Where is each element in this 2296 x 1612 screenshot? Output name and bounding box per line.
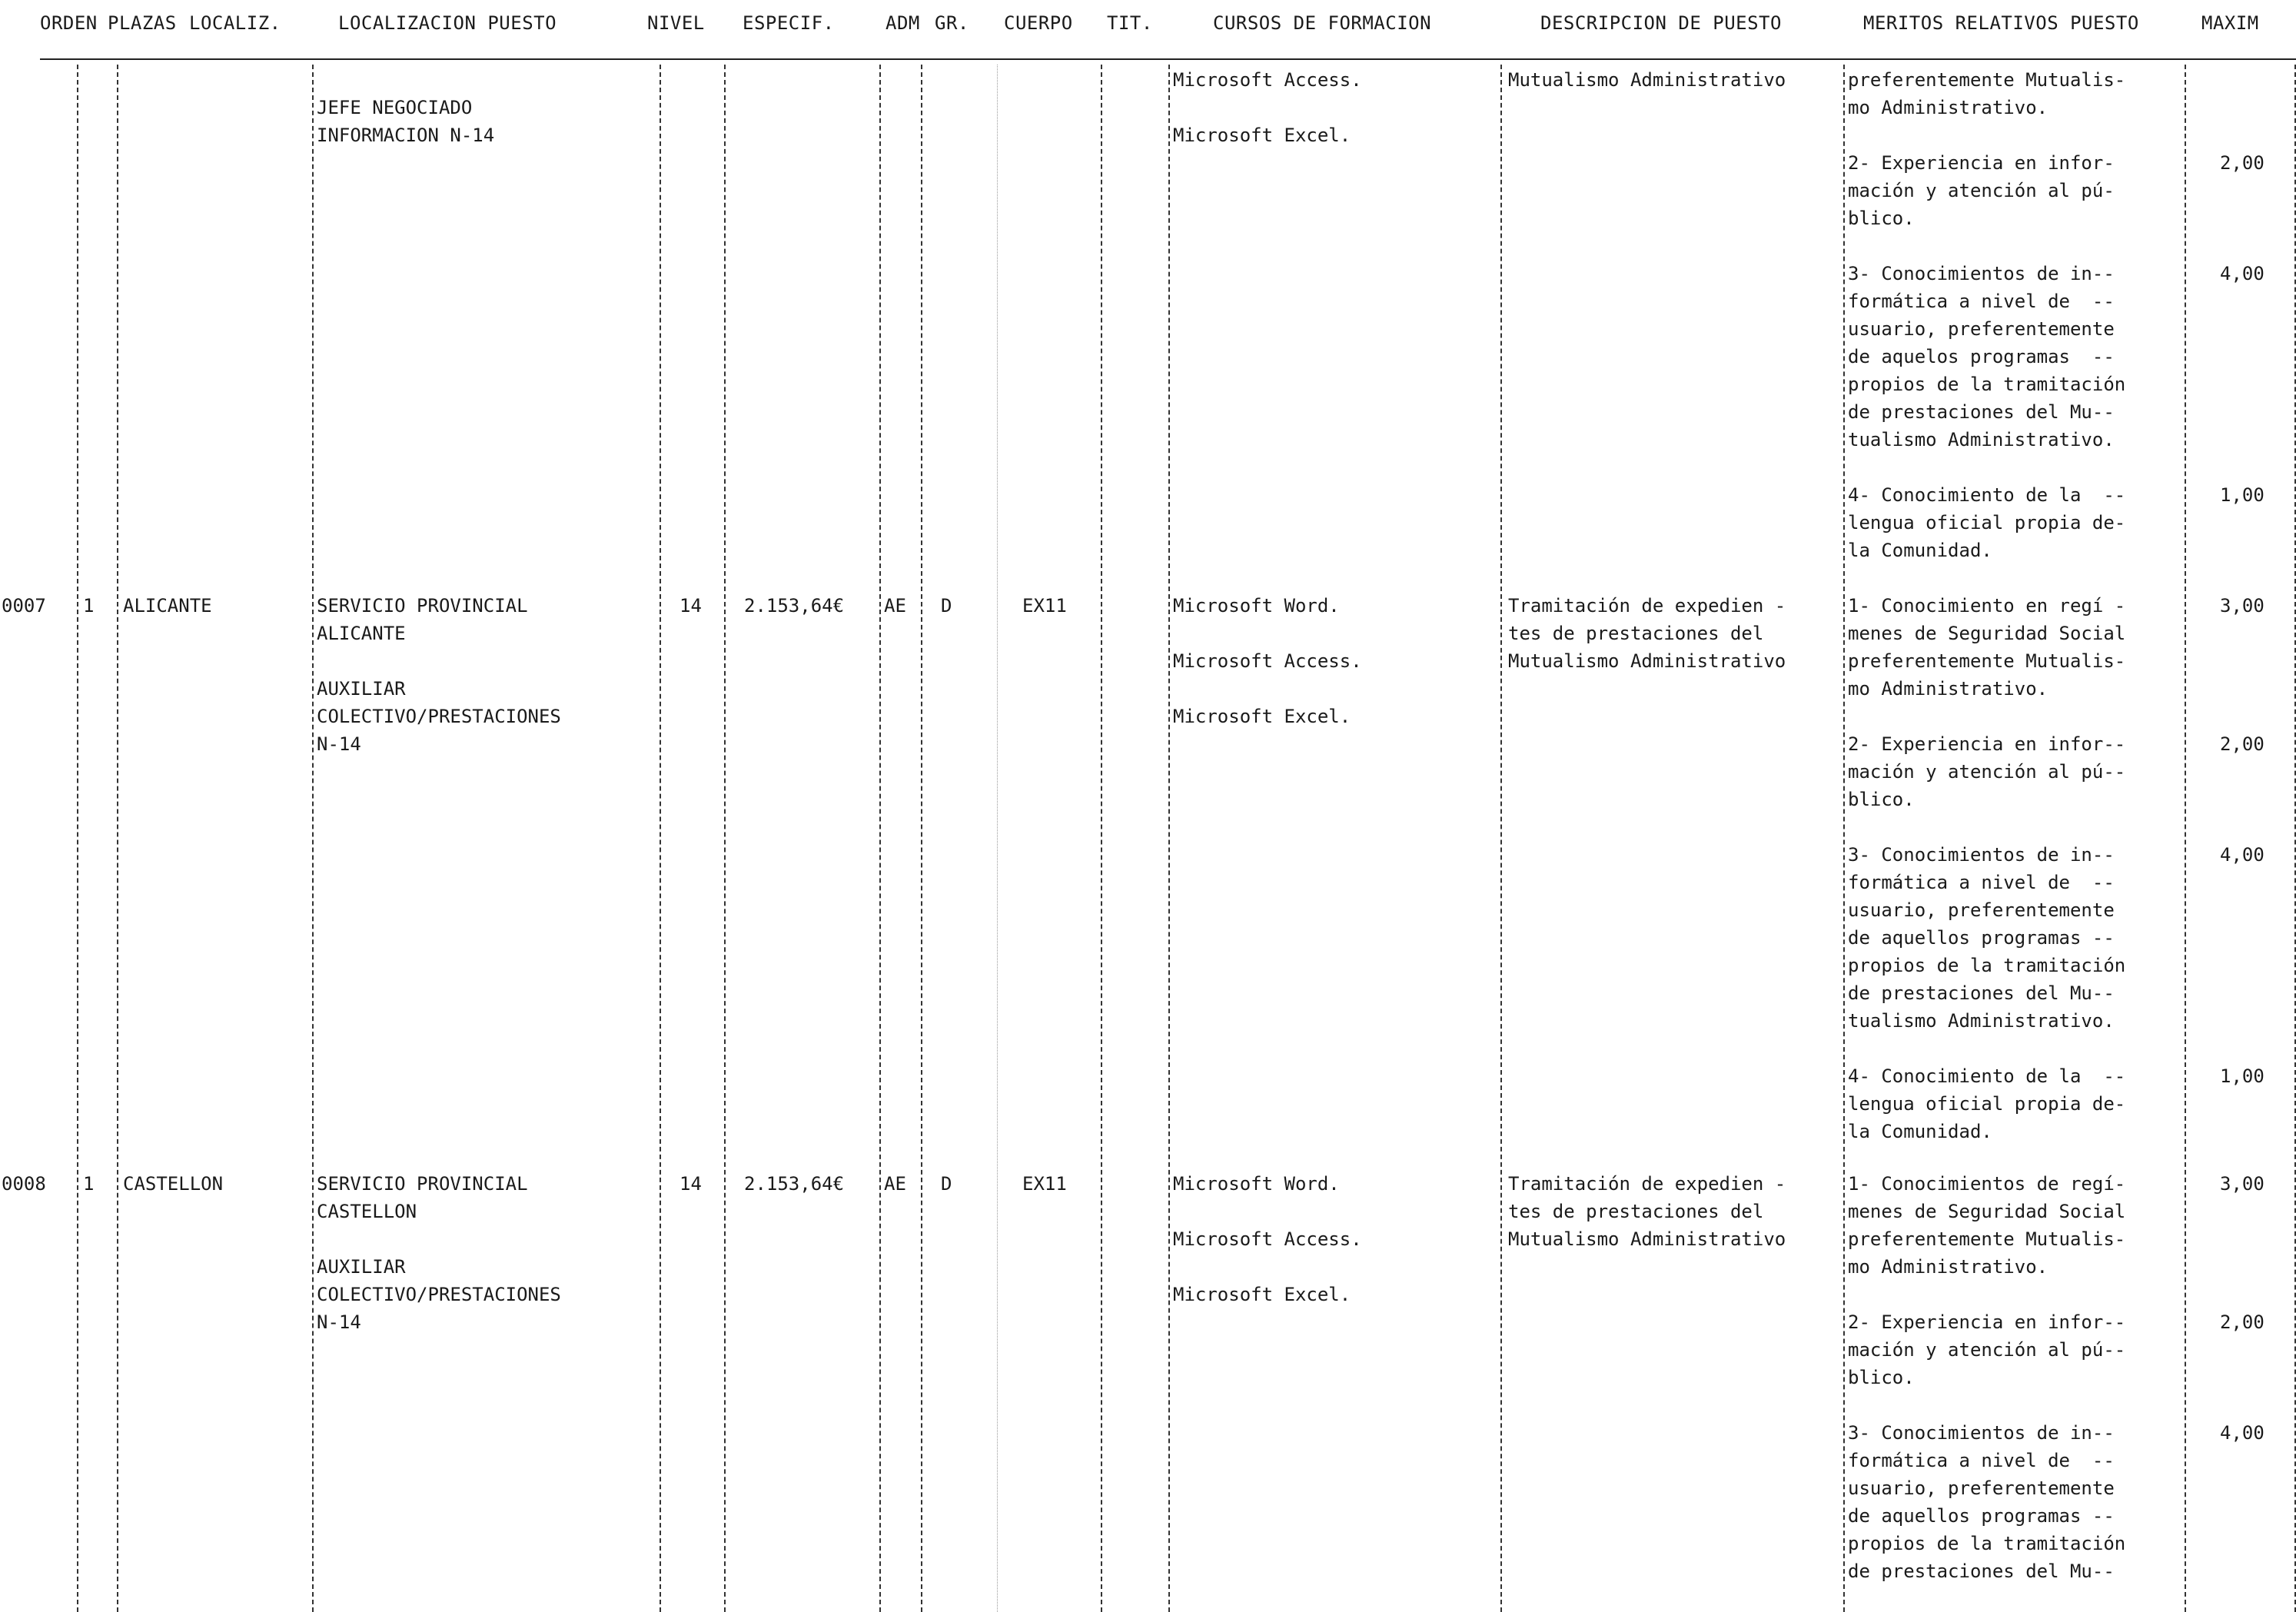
merito-block — [1848, 1308, 2125, 1391]
header-plazas: PLAZAS — [108, 12, 177, 34]
merito-line: lengua oficial propia de- — [1848, 1093, 2126, 1115]
curso-line: Microsoft Excel. — [1173, 125, 1351, 146]
merito-line: usuario, preferentemente — [1848, 318, 2115, 340]
continuation-puesto — [317, 94, 494, 149]
merito-block — [1848, 730, 2125, 813]
continuation-cursos — [1173, 66, 1362, 149]
merito-block — [1848, 841, 2125, 1035]
curso-line: Microsoft Access. — [1173, 650, 1362, 672]
merito-line: 1- Conocimiento en regí - — [1848, 595, 2126, 617]
especif-cell: 2.153,64€ — [744, 1173, 845, 1195]
column-separator — [1101, 65, 1102, 1612]
puesto-cell — [317, 592, 561, 758]
header-descripcion: DESCRIPCION DE PUESTO — [1540, 12, 1782, 34]
merito-max: 1,00 — [2220, 1065, 2264, 1087]
header-orden: ORDEN — [40, 12, 98, 34]
puesto-line: SERVICIO PROVINCIAL — [317, 595, 528, 617]
header-cursos: CURSOS DE FORMACION — [1213, 12, 1432, 34]
curso-line: Microsoft Access. — [1173, 69, 1362, 91]
continuation-descripcion: Mutualismo Administrativo — [1508, 69, 1786, 91]
merito-max: 4,00 — [2220, 263, 2264, 284]
continuation-merito — [1848, 66, 2125, 121]
column-separator — [1500, 65, 1502, 1612]
curso-line: Microsoft Access. — [1173, 1228, 1362, 1250]
puesto-line: AUXILIAR — [317, 1256, 406, 1278]
merito-line: propios de la tramitación — [1848, 374, 2126, 395]
continuation-merito — [1848, 149, 2115, 232]
merito-line: menes de Seguridad Social — [1848, 623, 2126, 644]
column-separator — [921, 65, 922, 1612]
merito-line: usuario, preferentemente — [1848, 899, 2115, 921]
merito-max: 4,00 — [2220, 844, 2264, 866]
merito-line: 3- Conocimientos de in-- — [1848, 1422, 2115, 1444]
puesto-cell — [317, 1170, 561, 1336]
merito-max: 2,00 — [2220, 152, 2264, 174]
nivel-cell: 14 — [679, 1173, 702, 1195]
puesto-line: AUXILIAR — [317, 678, 406, 700]
header-cuerpo: CUERPO — [1004, 12, 1073, 34]
curso-line: Microsoft Word. — [1173, 595, 1340, 617]
column-separator — [117, 65, 118, 1612]
column-separator — [77, 65, 78, 1612]
continuation-merito — [1848, 260, 2125, 454]
merito-line: mación y atención al pú- — [1848, 180, 2115, 201]
curso-line: Microsoft Excel. — [1173, 706, 1351, 727]
merito-max: 3,00 — [2220, 1173, 2264, 1195]
merito-line: propios de la tramitación — [1848, 955, 2126, 976]
merito-line: mación y atención al pú-- — [1848, 761, 2126, 783]
header-gr: GR. — [935, 12, 969, 34]
merito-line: blico. — [1848, 789, 1915, 810]
header-localizacion-puesto: LOCALIZACION PUESTO — [338, 12, 557, 34]
cuerpo-cell: EX11 — [1022, 1173, 1067, 1195]
merito-line: blico. — [1848, 1367, 1915, 1388]
column-separator — [1843, 65, 1845, 1612]
merito-line: lengua oficial propia de- — [1848, 512, 2126, 533]
header-rule — [40, 58, 2296, 60]
merito-line: preferentemente Mutualis- — [1848, 69, 2126, 91]
plazas-cell: 1 — [83, 595, 95, 617]
column-separator — [879, 65, 881, 1612]
header-adm: ADM — [886, 12, 920, 34]
puesto-line: N-14 — [317, 733, 361, 755]
merito-max: 1,00 — [2220, 484, 2264, 506]
merito-line: mo Administrativo. — [1848, 1256, 2048, 1278]
merito-max: 4,00 — [2220, 1422, 2264, 1444]
merito-line: de prestaciones del Mu-- — [1848, 982, 2115, 1004]
merito-line: de aquelos programas -- — [1848, 346, 2115, 367]
localiz-cell: CASTELLON — [123, 1173, 224, 1195]
merito-line: 4- Conocimiento de la -- — [1848, 484, 2126, 506]
merito-line: la Comunidad. — [1848, 540, 1992, 561]
localiz-cell: ALICANTE — [123, 595, 212, 617]
puesto-line: COLECTIVO/PRESTACIONES — [317, 1284, 561, 1305]
puesto-line: SERVICIO PROVINCIAL — [317, 1173, 528, 1195]
descripcion-cell — [1508, 1170, 1786, 1253]
merito-block — [1848, 1419, 2125, 1585]
merito-line: mo Administrativo. — [1848, 678, 2048, 700]
merito-line: 3- Conocimientos de in-- — [1848, 844, 2115, 866]
orden-cell: 0008 — [2, 1173, 46, 1195]
descripcion-line: Mutualismo Administrativo — [1508, 1228, 1786, 1250]
merito-line: usuario, preferentemente — [1848, 1477, 2115, 1499]
column-separator — [724, 65, 726, 1612]
gr-cell: D — [941, 1173, 952, 1195]
curso-line: Microsoft Word. — [1173, 1173, 1340, 1195]
cuerpo-cell: EX11 — [1022, 595, 1067, 617]
merito-line: de aquellos programas -- — [1848, 1505, 2115, 1527]
header-tit: TIT. — [1107, 12, 1153, 34]
puesto-line: JEFE NEGOCIADO — [317, 97, 473, 118]
descripcion-line: Tramitación de expedien - — [1508, 595, 1786, 617]
merito-line: de prestaciones del Mu-- — [1848, 1560, 2115, 1582]
descripcion-cell — [1508, 592, 1786, 675]
merito-line: menes de Seguridad Social — [1848, 1201, 2126, 1222]
column-separator — [660, 65, 661, 1612]
merito-line: de prestaciones del Mu-- — [1848, 401, 2115, 423]
descripcion-line: tes de prestaciones del — [1508, 623, 1764, 644]
puesto-line: CASTELLON — [317, 1201, 417, 1222]
puesto-line — [317, 1225, 561, 1253]
puesto-line: COLECTIVO/PRESTACIONES — [317, 706, 561, 727]
puesto-line: N-14 — [317, 1311, 361, 1333]
header-nivel: NIVEL — [647, 12, 705, 34]
merito-block — [1848, 1170, 2125, 1281]
merito-line: preferentemente Mutualis- — [1848, 650, 2126, 672]
merito-line: mación y atención al pú-- — [1848, 1339, 2126, 1361]
gr-cell: D — [941, 595, 952, 617]
merito-line: tualismo Administrativo. — [1848, 429, 2115, 450]
merito-line: formática a nivel de -- — [1848, 1450, 2115, 1471]
column-separator — [312, 65, 314, 1612]
merito-line: de aquellos programas -- — [1848, 927, 2115, 949]
merito-max: 3,00 — [2220, 595, 2264, 617]
merito-line: formática a nivel de -- — [1848, 872, 2115, 893]
descripcion-line: Mutualismo Administrativo — [1508, 650, 1786, 672]
descripcion-line: Tramitación de expedien - — [1508, 1173, 1786, 1195]
merito-line: formática a nivel de -- — [1848, 291, 2115, 312]
cursos-cell — [1173, 592, 1362, 730]
merito-max: 2,00 — [2220, 1311, 2264, 1333]
merito-line: 4- Conocimiento de la -- — [1848, 1065, 2126, 1087]
merito-line: blico. — [1848, 208, 1915, 229]
column-separator — [1168, 65, 1170, 1612]
nivel-cell: 14 — [679, 595, 702, 617]
adm-cell: AE — [884, 1173, 906, 1195]
column-separator — [2185, 65, 2186, 1612]
column-separator — [997, 65, 998, 1612]
orden-cell: 0007 — [2, 595, 46, 617]
puesto-line: INFORMACION N-14 — [317, 125, 495, 146]
merito-line: 2- Experiencia en infor- — [1848, 152, 2115, 174]
merito-line: tualismo Administrativo. — [1848, 1010, 2115, 1032]
merito-line: la Comunidad. — [1848, 1121, 1992, 1142]
especif-cell: 2.153,64€ — [744, 595, 845, 617]
continuation-merito — [1848, 481, 2125, 564]
merito-block — [1848, 592, 2125, 703]
curso-line: Microsoft Excel. — [1173, 1284, 1351, 1305]
merito-block — [1848, 1062, 2125, 1145]
plazas-cell: 1 — [83, 1173, 95, 1195]
merito-line: 1- Conocimientos de regí- — [1848, 1173, 2126, 1195]
header-maxim: MAXIM — [2201, 12, 2259, 34]
merito-line: 2- Experiencia en infor-- — [1848, 733, 2126, 755]
merito-line: 3- Conocimientos de in-- — [1848, 263, 2115, 284]
adm-cell: AE — [884, 595, 906, 617]
header-meritos: MERITOS RELATIVOS PUESTO — [1863, 12, 2139, 34]
merito-line: mo Administrativo. — [1848, 97, 2048, 118]
descripcion-line: tes de prestaciones del — [1508, 1201, 1764, 1222]
merito-line: preferentemente Mutualis- — [1848, 1228, 2126, 1250]
merito-line: 2- Experiencia en infor-- — [1848, 1311, 2126, 1333]
puesto-line — [317, 647, 561, 675]
header-especif: ESPECIF. — [743, 12, 835, 34]
puesto-line: ALICANTE — [317, 623, 406, 644]
cursos-cell — [1173, 1170, 1362, 1308]
merito-line: propios de la tramitación — [1848, 1533, 2126, 1554]
merito-max: 2,00 — [2220, 733, 2264, 755]
header-localiz: LOCALIZ. — [189, 12, 281, 34]
